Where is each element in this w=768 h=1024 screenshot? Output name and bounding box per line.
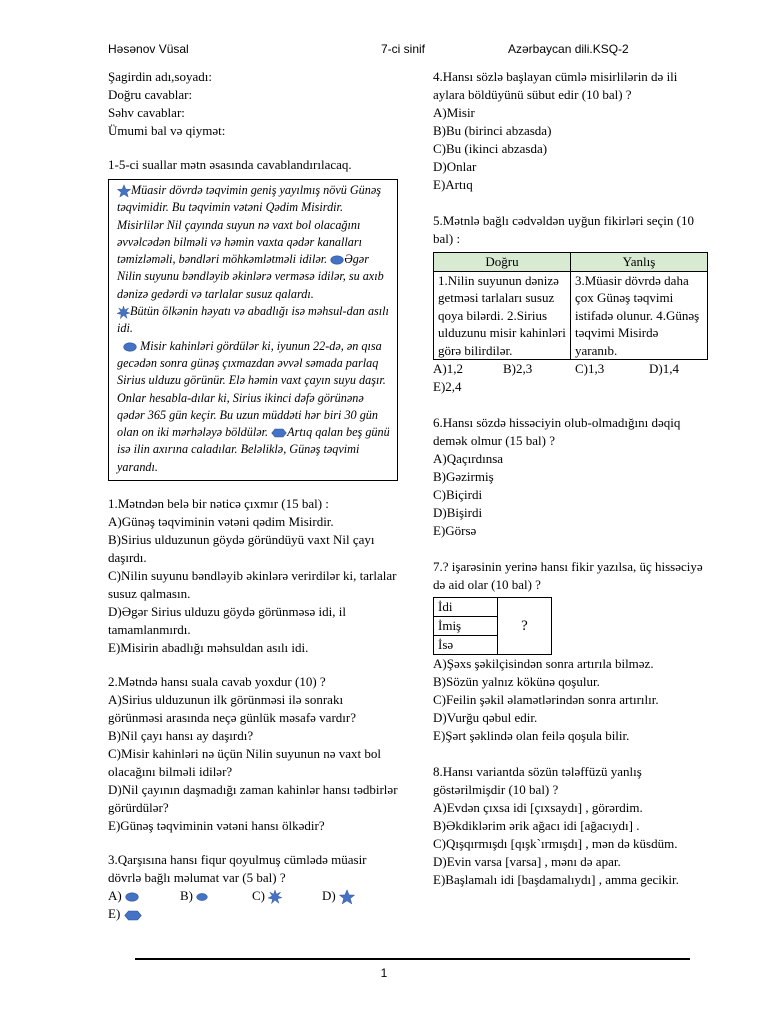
q4-option-a[interactable]: A)Misir xyxy=(433,105,475,120)
right-column xyxy=(433,68,708,889)
q5-option-c[interactable]: C)1,3 xyxy=(575,361,605,376)
q8-option-d[interactable]: D)Evin varsa [varsa] , mənı də apar. xyxy=(433,854,621,869)
left-column xyxy=(108,68,398,923)
q7-item-idi: İdi xyxy=(434,598,498,617)
header-author: Həsənov Vüsal xyxy=(108,42,189,56)
q3-option-b[interactable]: B) xyxy=(180,887,252,905)
reading-passage xyxy=(108,179,398,481)
q3-option-a[interactable]: A) xyxy=(108,887,180,905)
header-subject: Azərbaycan dili.KSQ-2 xyxy=(508,42,629,56)
burst-icon xyxy=(117,306,130,319)
wrong-answers-label: Səhv cavablar: xyxy=(108,105,185,120)
header-grade: 7-ci sinif xyxy=(381,42,426,56)
q7-table xyxy=(433,597,552,655)
q8-option-b[interactable]: B)Əkdiklərim ərik ağacı idi [ağacıydı] . xyxy=(433,818,640,833)
oval-icon xyxy=(196,891,208,903)
q5-header-correct: Doğru xyxy=(434,253,571,272)
q1-text: 1.Mətndən belə bir nəticə çıxmır (15 bal) : xyxy=(108,496,329,512)
q7-option-d[interactable]: D)Vurğu qəbul edir. xyxy=(433,710,538,725)
oval-icon xyxy=(123,342,137,352)
q1-option-b[interactable]: B)Sirius ulduzunun göydə göründüyü vaxt Nil çayı daşırdı. xyxy=(108,532,375,566)
q3-options-row xyxy=(108,887,398,905)
correct-answers-label: Doğru cavablar: xyxy=(108,87,193,102)
q4-text: 4.Hansı sözlə başlayan cümlə misirlilərin də ili aylara böldüyünü sübut edir (10 bal) ? xyxy=(433,69,678,102)
q3-option-d[interactable]: D) xyxy=(322,887,355,905)
q2-option-c[interactable]: C)Misir kahinləri nə üçün Nilin suyunun nə vaxt bol olacağını bilməli idilər? xyxy=(108,746,381,780)
q6-option-a[interactable]: A)Qaçırdınsa xyxy=(433,451,504,466)
burst-icon xyxy=(268,890,282,904)
q5-cell-right: 3.Müasir dövrdə daha çox Günəş təqvimi istifadə olunur. 4.Günəş təqvimi Misirdə yaranıb. xyxy=(571,271,708,360)
q5-option-d[interactable]: D)1,4 xyxy=(649,361,679,376)
q6-option-d[interactable]: D)Bişirdi xyxy=(433,505,483,520)
passage-sentence-5: Artıq qalan beş günü isə ilin axırına caladılar. Beləliklə, Günəş təqvimi yarandı. xyxy=(117,425,390,474)
q2-option-b[interactable]: B)Nil çayı hansı ay daşırdı? xyxy=(108,728,254,744)
q5-option-a[interactable]: A)1,2 xyxy=(433,361,463,376)
student-name-label: Şagirdin adı,soyadı: xyxy=(108,69,212,84)
q2-text: 2.Mətndə hansı suala cavab yoxdur (10) ? xyxy=(108,674,326,690)
q6-text: 6.Hansı sözdə hissəciyin olub-olmadığını dəqiq demək olmur (15 bal) ? xyxy=(433,415,681,448)
star-icon xyxy=(117,184,131,198)
q6-option-b[interactable]: B)Gəzirmiş xyxy=(433,469,494,484)
q8-option-c[interactable]: C)Qışqırmışdı [qışk`ırmışdı] , mən də küsdüm. xyxy=(433,836,678,851)
q7-option-b[interactable]: B)Sözün yalnız kökünə qoşulur. xyxy=(433,674,600,689)
footer-divider xyxy=(135,958,690,960)
q5-header-wrong: Yanlış xyxy=(571,253,708,272)
oval-icon xyxy=(125,892,139,902)
q5-option-e[interactable]: E)2,4 xyxy=(433,379,462,394)
q7-item-ise: İsə xyxy=(434,636,498,655)
q3-option-e[interactable]: E) xyxy=(108,905,398,923)
q6-option-c[interactable]: C)Biçirdi xyxy=(433,487,483,502)
star-icon xyxy=(339,889,355,905)
q8-text: 8.Hansı variantda sözün tələffüzü yanlış göstərilmişdir (10 bal) ? xyxy=(433,764,642,797)
hexagon-icon xyxy=(271,428,287,438)
q5-table xyxy=(433,252,708,360)
q4-option-c[interactable]: C)Bu (ikinci abzasda) xyxy=(433,141,548,156)
q4-option-b[interactable]: B)Bu (birinci abzasda) xyxy=(433,123,552,138)
instruction: 1-5-ci suallar mətn əsasında cavablandırılacaq. xyxy=(108,157,352,172)
q1-option-a[interactable]: A)Günəş təqviminin vətəni qədim Misirdir. xyxy=(108,514,334,530)
q2-option-a[interactable]: A)Sirius ulduzunun ilk görünməsi ilə sonrakı görünməsi arasında neçə günlük məsafə vardır? xyxy=(108,692,356,726)
q7-option-a[interactable]: A)Şəxs şəkilçisindən sonra artırıla bilməz. xyxy=(433,656,654,671)
q1-option-e[interactable]: E)Misirin abadlığı məhsuldan asılı idi. xyxy=(108,640,309,656)
q6-option-e[interactable]: E)Görsə xyxy=(433,523,477,538)
hexagon-icon xyxy=(124,910,142,921)
passage-sentence-2: Əgər Nilin suyunu bəndləyib əkinlərə verməsə idilər, su axıb dənizə gedərdi və tarlalar susuz qalardı. xyxy=(117,252,384,301)
q7-option-e[interactable]: E)Şərt şəklində olan feilə qoşula bilir. xyxy=(433,728,630,743)
q1-option-c[interactable]: C)Nilin suyunu bəndləyib əkinlərə verirdilər ki, tarlalar susuz qalmasın. xyxy=(108,568,397,602)
q5-options-row xyxy=(433,360,708,378)
q5-option-b[interactable]: B)2,3 xyxy=(503,361,533,376)
q5-text: 5.Mətnlə bağlı cədvəldən uyğun fikirləri seçin (10 bal) : xyxy=(433,213,695,246)
q2-option-d[interactable]: D)Nil çayının daşmadığı zaman kahinlər hansı tədbirlər görürdülər? xyxy=(108,782,398,816)
q4-option-e[interactable]: E)Artıq xyxy=(433,177,473,192)
page-number: 1 xyxy=(380,966,388,980)
passage-sentence-1: Müasir dövrdə təqvimin geniş yayılmış növü Günəş təqvimidir. Bu təqvimin vətəni Qədim Misirdir. Misirlilər Nil çayında suyun nə vaxt bol olacağını əvvəlcədən bilməli və həmin vaxta qədər kanalları təmizləməli, bəndləri möhkəmlətməli idilər. xyxy=(117,183,382,267)
q5-cell-left: 1.Nilin suyunun dənizə getməsi tarlaları susuz qoya bilərdi. 2.Sirius ulduzunu misir kahinləri görə bilirdilər. xyxy=(434,271,571,360)
q2-option-e[interactable]: E)Günəş təqviminin vətəni hansı ölkədir? xyxy=(108,818,325,834)
passage-sentence-3: Bütün ölkənin həyatı və abadlığı isə məhsul-dan asılı idi. xyxy=(117,304,389,336)
q7-question-mark: ? xyxy=(498,598,552,655)
q3-option-c[interactable]: C) xyxy=(252,887,322,905)
passage-sentence-4: Misir kahinləri gördülər ki, iyunun 22-də, ən qısa gecədən sonra günəş çıxmazdan əvvəl səmada parlaq Sirius ulduzu görünür. Elə həmin vaxt çayın suyu daşır. Onlar hesabla-dılar ki, Sirius ikinci dəfə görünənə qədər 365 gün keçir. Bu uzun müddəti hər biri 30 gün olan on iki mərhələyə böldülər. xyxy=(117,338,386,440)
q1-option-d[interactable]: D)Əgər Sirius ulduzu göydə görünməsə idi, il tamamlanmırdı. xyxy=(108,604,346,638)
q3-text: 3.Qarşısına hansı fiqur qoyulmuş cümlədə müasir dövrlə bağlı məlumat var (5 bal) ? xyxy=(108,852,367,886)
q8-option-e[interactable]: E)Başlamalı idi [başdamalıydı] , amma gecikir. xyxy=(433,872,679,887)
total-score-label: Ümumi bal və qiymət: xyxy=(108,123,226,138)
q8-option-a[interactable]: A)Evdən çıxsa idi [çıxsaydı] , görərdim. xyxy=(433,800,643,815)
q7-text: 7.? işarəsinin yerinə hansı fikir yazılsa, üç hissəciyə də aid olar (10 bal) ? xyxy=(433,559,703,592)
oval-icon xyxy=(330,255,344,265)
q4-option-d[interactable]: D)Onlar xyxy=(433,159,477,174)
q7-item-imis: İmiş xyxy=(434,617,498,636)
q7-option-c[interactable]: C)Feilin şəkil əlamətlərindən sonra artırılır. xyxy=(433,692,659,707)
